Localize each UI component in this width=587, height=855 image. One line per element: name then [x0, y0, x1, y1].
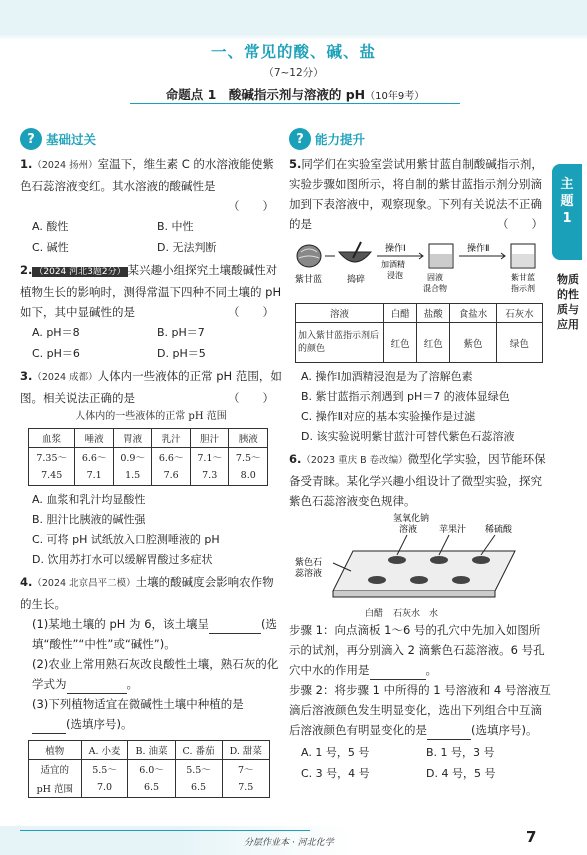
table-cell: 乳汁 — [152, 429, 191, 448]
table-cell: 8.0 — [229, 467, 268, 486]
table-cell: D. 甜菜 — [222, 741, 269, 760]
table-cell: 胆汁 — [190, 429, 229, 448]
fig-label: 石灰水 — [393, 609, 421, 619]
answer-paren: （ ） — [497, 217, 543, 231]
q-stem: 人体内一些液体的正常 pH 范围，如图。相关说法正确的是 — [20, 369, 282, 405]
table-cell: 盐酸 — [417, 304, 450, 323]
fig-label: 混合物 — [423, 284, 447, 293]
table-cell: 7～ — [222, 760, 269, 779]
table-row — [29, 779, 270, 798]
option-b[interactable]: B. 胆汁比胰液的碱性强 — [32, 513, 146, 526]
option-c[interactable]: C. 可将 pH 试纸放入口腔测唾液的 pH — [32, 533, 220, 546]
table-header-row — [296, 304, 543, 323]
table-cell: 7.5～ — [229, 448, 268, 467]
fig-label: 紫色石 — [295, 558, 323, 568]
tab-char: 主 — [560, 177, 574, 192]
fig-label: 稀硫酸 — [485, 525, 513, 535]
topic-label: 命题点 1 酸碱指示剂与溶液的 pH — [165, 87, 366, 102]
cabbage-procedure-figure — [289, 238, 551, 296]
answer-paren: （ ） — [228, 305, 274, 319]
plate-bottom-labels — [289, 606, 551, 618]
question-1 — [20, 154, 282, 216]
part-text: (选填“酸性”“中性”或“碱性”)。 — [32, 617, 278, 651]
table-cell: 7.1 — [75, 467, 114, 486]
table-cell: 5.5～ — [175, 760, 222, 779]
part-text: (选填序号)。 — [66, 717, 133, 731]
q-number: 5. — [289, 157, 302, 171]
answer-paren: （ ） — [228, 391, 274, 405]
q-source: （2024 北京昌平二模） — [32, 578, 136, 589]
spot-plate — [333, 551, 515, 591]
right-column — [289, 128, 551, 784]
table-cell: 6.5 — [128, 779, 175, 798]
q6-options — [289, 742, 551, 784]
table-cell: 7.35～ — [29, 448, 75, 467]
fig-label: 浸泡 — [387, 271, 403, 280]
table-cell: 7.0 — [81, 779, 128, 798]
step-text: 。 — [425, 663, 437, 677]
spot-plate-figure — [289, 511, 551, 607]
q3-options — [20, 490, 282, 570]
option-b[interactable]: B. 紫甘蓝指示剂遇到 pH＝7 的液体显绿色 — [301, 390, 510, 403]
section-title: 基础过关 — [46, 132, 97, 147]
table-cell: 适宜的 — [29, 760, 82, 779]
plant-ph-table — [28, 740, 270, 798]
fig-label: 白醋 — [365, 609, 384, 619]
fig-label: 捣碎 — [347, 275, 366, 285]
table-cell: C. 番茄 — [175, 741, 222, 760]
option-c[interactable]: C. pH＝6 — [32, 347, 80, 360]
question-6 — [289, 449, 551, 511]
fig-label: 操作Ⅰ — [385, 244, 406, 254]
header-band — [0, 0, 587, 34]
table-cell: 血浆 — [29, 429, 75, 448]
q6-step-2 — [289, 680, 551, 740]
fig-label: 紫甘蓝 — [511, 273, 535, 282]
part-text: (3)下列植物适宜在微碱性土壤中种植的是 — [32, 697, 244, 711]
q-source: （2024 扬州） — [32, 160, 98, 171]
answer-paren: （ ） — [228, 199, 274, 213]
well-icon — [430, 556, 448, 564]
q4-part-3 — [20, 694, 282, 734]
topic-heading — [130, 82, 460, 104]
q-stem: 某兴趣小组探究土壤酸碱性对植物生长的影响时，测得常温下四种不同土壤的 pH 如下，其中显碱性的是 — [20, 263, 282, 319]
option-d[interactable]: D. 4 号，5 号 — [426, 767, 496, 780]
table-cell: 加入紫甘蓝指示剂后的颜色 — [296, 323, 384, 363]
fig-label: 固液 — [427, 273, 443, 282]
fig-label: 加酒精 — [381, 260, 405, 269]
fig-label: 蕊溶液 — [295, 569, 323, 579]
fig-label: 紫甘蓝 — [295, 275, 323, 285]
table-row — [29, 467, 268, 486]
option-d[interactable]: D. 无法判断 — [157, 241, 217, 254]
table-cell: A. 小麦 — [81, 741, 128, 760]
step-text: 步骤 1：向点滴板 1～6 号的孔穴中先加入如图所示的试剂，再分别滴入 2 滴紫色石蕊溶液。6 号孔穴中水的作用是 — [289, 623, 545, 677]
q-number: 1. — [20, 157, 33, 171]
table-cell: 5.5～ — [81, 760, 128, 779]
table-cell: 食盐水 — [450, 304, 496, 323]
section-basic-header — [20, 128, 282, 150]
fig-label: 溶液 — [399, 525, 418, 535]
question-3 — [20, 366, 282, 408]
table-row — [29, 448, 268, 467]
option-d[interactable]: D. pH＝5 — [157, 347, 206, 360]
question-icon: ? — [20, 128, 42, 150]
question-4 — [20, 572, 282, 614]
option-d[interactable]: D. 该实验说明紫甘蓝汁可替代紫色石蕊溶液 — [301, 430, 515, 443]
topic-sub: （10年9考） — [365, 91, 425, 102]
option-c[interactable]: C. 操作Ⅱ对应的基本实验操作是过滤 — [301, 410, 476, 423]
fig-label: 水 — [429, 609, 439, 619]
table-cell: B. 油菜 — [128, 741, 175, 760]
q-number: 2. — [20, 263, 33, 277]
section-title: 能力提升 — [315, 132, 366, 147]
q4-part-1 — [20, 614, 282, 654]
option-d[interactable]: D. 饮用苏打水可以缓解胃酸过多症状 — [32, 553, 213, 566]
option-a[interactable]: A. 血浆和乳汁均显酸性 — [32, 493, 146, 506]
part-text: (1)某地土壤的 pH 为 6，该土壤呈 — [32, 617, 210, 631]
fig-label: 氢氧化钠 — [393, 514, 430, 524]
table-cell: 石灰水 — [496, 304, 542, 323]
option-a[interactable]: A. 1 号，5 号 — [301, 746, 370, 759]
step-text: (选填序号)。 — [471, 723, 538, 737]
tab-char: 题 — [560, 194, 574, 209]
table-cell: 7.6 — [152, 467, 191, 486]
table-cell: 6.5 — [175, 779, 222, 798]
question-2 — [20, 260, 282, 322]
answer-blank[interactable] — [67, 680, 127, 694]
q-stem: 同学们在实验室尝试用紫甘蓝自制酸碱指示剂，实验步骤如图所示，将自制的紫甘蓝指示剂分别滴加到下表溶液中，观察现象。下列有关说法不正确的是 — [289, 157, 543, 231]
footer-divider — [20, 830, 310, 831]
table-cell: 6.0～ — [128, 760, 175, 779]
table-header-row — [29, 741, 270, 760]
well-icon — [368, 576, 386, 584]
option-b[interactable]: B. 1 号，3 号 — [426, 746, 495, 759]
option-b[interactable]: B. 中性 — [157, 220, 194, 233]
table-row — [29, 760, 270, 779]
footer-label: 分层作业本 · 河北化学 — [244, 838, 334, 848]
table-cell: 植物 — [29, 741, 82, 760]
table-cell: 胰液 — [229, 429, 268, 448]
indicator-table — [295, 303, 543, 363]
q-stem: 室温下，维生素 C 的水溶液能使紫色石蕊溶液变红。其水溶液的酸碱性是 — [20, 157, 274, 193]
answer-blank[interactable] — [209, 620, 261, 634]
well-icon — [388, 556, 406, 564]
q-source: （2024 成都） — [32, 372, 98, 383]
table-cell: 6.6～ — [75, 448, 114, 467]
table-cell: pH 范围 — [29, 779, 82, 798]
option-a[interactable]: A. 操作Ⅰ加酒精浸泡是为了溶解色素 — [301, 370, 473, 383]
table-cell: 红色 — [384, 323, 417, 363]
fig-label: 操作Ⅱ — [467, 244, 490, 254]
q-number: 6. — [289, 452, 302, 466]
ph-table — [28, 428, 268, 486]
table-cell: 7.3 — [190, 467, 229, 486]
part-text: 。 — [126, 677, 138, 691]
table-cell: 红色 — [417, 323, 450, 363]
step-text: 步骤 2：将步骤 1 中所得的 1 号溶液和 4 号溶液互滴后溶液颜色发生明显变化，选出下列组合中互滴后溶液颜色有明显变化的是 — [289, 683, 551, 737]
score-range: （7~12分） — [263, 67, 324, 79]
option-b[interactable]: B. pH＝7 — [157, 326, 205, 339]
option-a[interactable]: A. pH＝8 — [32, 326, 80, 339]
fig-label: 苹果汁 — [439, 525, 467, 535]
table-cell: 6.6～ — [152, 448, 191, 467]
page-number: 7 — [526, 828, 537, 846]
q-stem: 土壤的酸碱度会影响农作物的生长。 — [20, 575, 274, 611]
table-cell: 白醋 — [384, 304, 417, 323]
option-c[interactable]: C. 3 号，4 号 — [301, 767, 370, 780]
table-caption: 人体内的一些液体的正常 pH 范围 — [75, 411, 227, 422]
section-advanced-header — [289, 128, 551, 150]
table-row — [296, 323, 543, 363]
q-source: （2023 重庆 B 卷改编） — [301, 455, 408, 466]
well-icon — [472, 556, 490, 564]
table-cell: 唾液 — [75, 429, 114, 448]
table-cell: 紫色 — [450, 323, 496, 363]
q1-options — [20, 216, 282, 258]
q5-options — [289, 367, 551, 447]
tab-char: 1 — [562, 211, 572, 226]
table-cell: 7.45 — [29, 467, 75, 486]
option-c[interactable]: C. 碱性 — [32, 241, 69, 254]
well-icon — [410, 576, 428, 584]
answer-blank[interactable] — [370, 666, 426, 680]
table-cell: 0.9～ — [113, 448, 152, 467]
answer-blank[interactable] — [32, 720, 66, 734]
left-column — [20, 128, 282, 798]
well-icon — [452, 576, 470, 584]
table-cell: 1.5 — [113, 467, 152, 486]
q4-part-2 — [20, 654, 282, 694]
q-number: 3. — [20, 369, 33, 383]
tab-label — [552, 164, 582, 227]
side-topic-description: 物质的性质与应用 — [557, 273, 579, 331]
table-cell: 胃液 — [113, 429, 152, 448]
q-number: 4. — [20, 575, 33, 589]
option-a[interactable]: A. 酸性 — [32, 220, 69, 233]
table-cell: 7.5 — [222, 779, 269, 798]
part-text: (2)农业上常用熟石灰改良酸性土壤，熟石灰的化学式为 — [32, 657, 279, 691]
table-cell: 7.1～ — [190, 448, 229, 467]
fig-label: 指示剂 — [511, 284, 535, 293]
table-cell: 绿色 — [496, 323, 542, 363]
answer-blank[interactable] — [427, 726, 471, 740]
chapter-title: 一、常见的酸、碱、盐 — [210, 43, 376, 61]
q-stem: 微型化学实验，因节能环保备受青睐。某化学兴趣小组设计了微型实验，探究紫色石蕊溶液变色规律。 — [289, 452, 546, 508]
topic-tab[interactable] — [552, 164, 582, 260]
question-icon: ? — [289, 128, 311, 150]
question-5 — [289, 154, 551, 234]
q2-options — [20, 322, 282, 364]
table-header-row — [29, 429, 268, 448]
q6-step-1 — [289, 620, 551, 680]
q-source: （2024 河北3题2分） — [34, 267, 126, 277]
table-cell: 溶液 — [296, 304, 384, 323]
